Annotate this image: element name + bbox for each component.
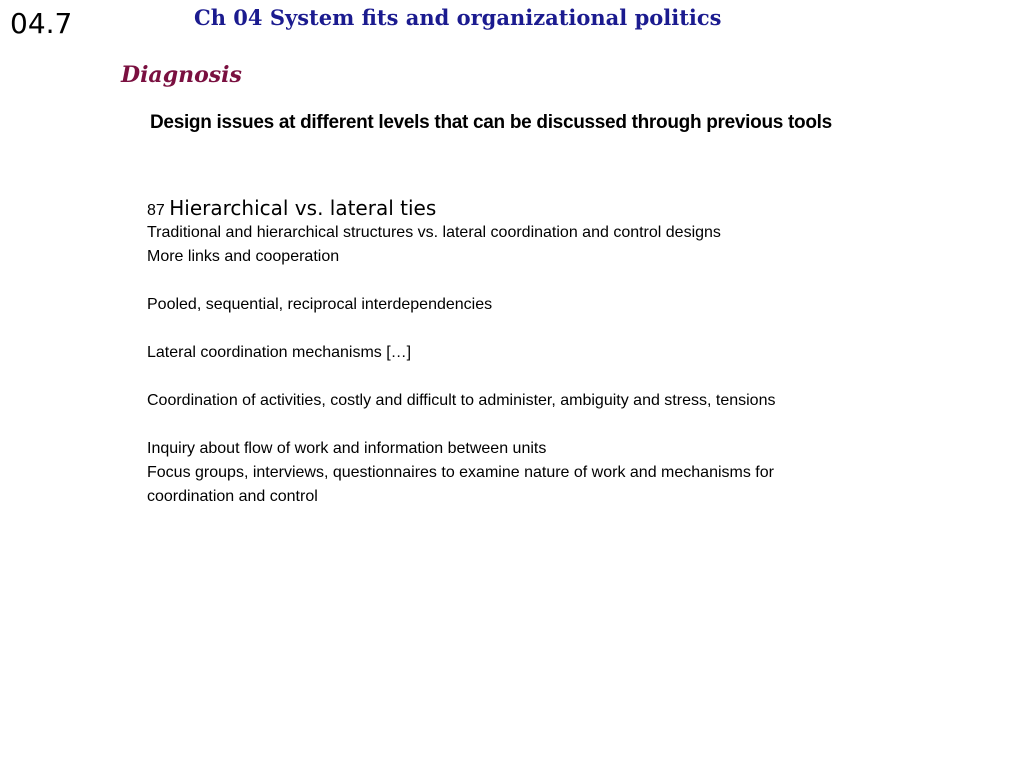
topic-number: 87: [147, 202, 165, 219]
slide-subtitle: Design issues at different levels that can be discussed through previous tools: [150, 112, 832, 133]
spacer: [147, 413, 807, 437]
body-line-5: Coordination of activities, costly and difficult to administer, ambiguity and stress, tensions: [147, 392, 776, 409]
section-heading: Diagnosis: [121, 62, 242, 88]
body-line-2: More links and cooperation: [147, 248, 340, 265]
spacer: [147, 317, 807, 341]
chapter-title: Ch 04 System fits and organizational politics: [194, 5, 722, 30]
body-line-3: Pooled, sequential, reciprocal interdependencies: [147, 296, 493, 313]
spacer: [147, 365, 807, 389]
body-line-4: Lateral coordination mechanisms […]: [147, 344, 412, 361]
topic-title: Hierarchical vs. lateral ties: [169, 196, 437, 220]
body-line-7: Focus groups, interviews, questionnaires to examine nature of work and mechanisms for coordination and control: [147, 464, 774, 505]
body-line-6: Inquiry about flow of work and information between units: [147, 440, 547, 457]
spacer: [147, 269, 807, 293]
slide-content: [147, 194, 807, 509]
slide-number: 04.7: [10, 7, 73, 40]
body-line-1: Traditional and hierarchical structures vs. lateral coordination and control designs: [147, 224, 721, 241]
